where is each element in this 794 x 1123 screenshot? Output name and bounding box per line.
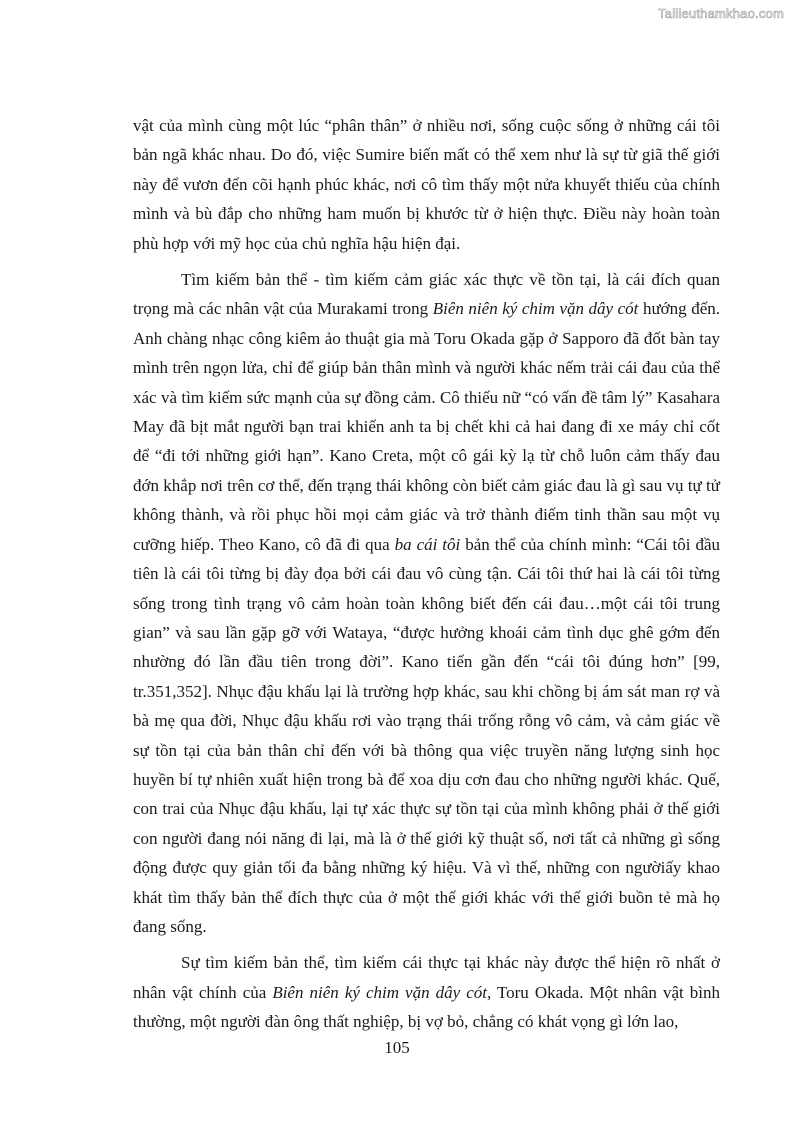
- paragraph-text: bản thể của chính mình: “Cái tôi đầu tiên là cái tôi từng bị đày đọa bởi cái đau vô cùng tận. Cái tôi thứ hai là cái tôi từng sống trong tình trạng vô cảm hoàn toàn không biết đến cái đau…một cái tôi trung gian” và sau lần gặp gỡ với Wataya, “được hưởng khoái cảm tình dục ghê gớm đến nhường đó lần đầu tiên trong đời”. Kano tiến gần đến “cái tôi đúng hơn” [99, tr.351,352]. Nhục đậu khấu lại là trường hợp khác, sau khi chồng bị ám sát man rợ và bà mẹ qua đời, Nhục đậu khấu rơi vào trạng thái trống rỗng vô cảm, và cảm giác về sự tồn tại của bản thân chỉ đến với bà thông qua việc truyền năng lượng sinh học huyền bí tự nhiên xuất hiện trong bà để xoa dịu cơn đau cho những người khác. Quế, con trai của Nhục đậu khấu, lại tự xác thực sự tồn tại của mình không phải ở thế giới con người đang nói năng đi lại, mà là ở thế giới kỹ thuật số, nơi tất cả những gì sống động được quy giản tối đa bằng những ký hiệu. Và vì thế, những con ngườiấy khao khát tìm thấy bản thể đích thực của ở một thế giới khác với thế giới buồn tẻ mà họ đang sống.: [133, 534, 720, 936]
- book-title: Biên niên ký chim vặn dây cót,: [272, 982, 492, 1002]
- paragraph-text: vật của mình cùng một lúc “phân thân” ở nhiều nơi, sống cuộc sống ở những cái tôi bản ngã khác nhau. Do đó, việc Sumire biến mất có thể xem như là sự từ giã thế giới này để vươn đến cõi hạnh phúc khác, nơi cô tìm thấy một nửa khuyết thiếu của chính mình và bù đắp cho những ham muốn bị khước từ ở hiện thực. Điều này hoàn toàn phù hợp với mỹ học của chủ nghĩa hậu hiện đại.: [133, 116, 720, 253]
- paragraph-text: Sự tìm kiếm bản thể, tìm kiếm cái thực tại khác này được thể hiện rõ nhất ở nhân vật chính của: [133, 953, 720, 1002]
- paragraph-2: [133, 265, 720, 941]
- emphasis-text: ba cái tôi: [394, 534, 461, 554]
- book-title: Biên niên ký chim vặn dây cót: [432, 299, 639, 319]
- paragraph-3: [133, 948, 720, 1036]
- paragraph-text: hướng đến. Anh chàng nhạc công kiêm ảo thuật gia mà Toru Okada gặp ở Sapporo đã đốt bàn tay mình trên ngọn lửa, chỉ để giúp bản thân mình và người khác nếm trải cái đau của thể xác và tìm kiếm sức mạnh của sự đồng cảm. Cô thiếu nữ “có vấn đề tâm lý” Kasahara May đã bịt mắt người bạn trai khiến anh ta bị chết khi cả hai đang đi xe máy chỉ cốt để “đi tới những giới hạn”. Kano Creta, một cô gái kỳ lạ từ chỗ luôn cảm thấy đau đớn khắp nơi trên cơ thể, đến trạng thái không còn biết cảm giác đau là gì sau vụ tự tử không thành, và rồi phục hồi mọi cảm giác và trở thành điếm tinh thần sau một vụ cưỡng hiếp. Theo Kano, cô đã đi qua: [133, 299, 720, 554]
- paragraph-text: Tìm kiếm bản thể - tìm kiếm cảm giác xác thực về tồn tại, là cái đích quan trọng mà các nhân vật của Murakami trong: [133, 270, 720, 319]
- page-number: 105: [384, 1038, 410, 1057]
- paragraph-text: Toru Okada. Một nhân vật bình thường, một người đàn ông thất nghiệp, bị vợ bỏ, chẳng có khát vọng gì lớn lao,: [133, 982, 720, 1032]
- watermark-text: Tailieuthamkhao.com: [658, 6, 784, 21]
- paragraph-1: [133, 111, 720, 258]
- page-body: [133, 111, 720, 1044]
